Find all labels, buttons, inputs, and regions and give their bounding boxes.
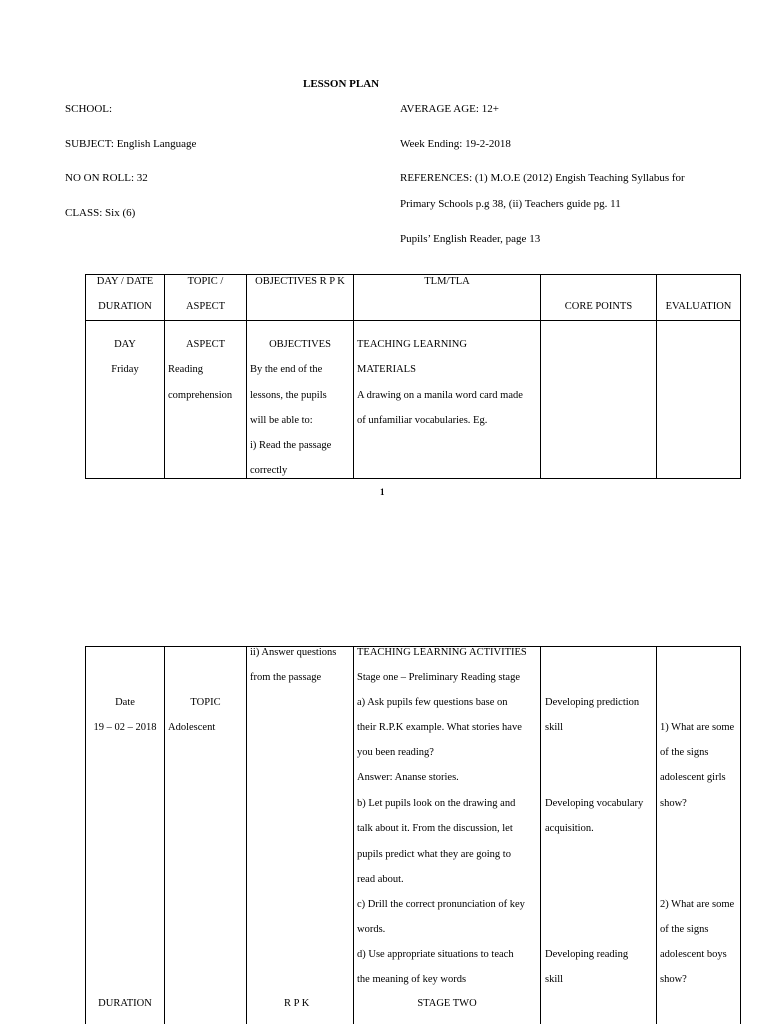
header-evaluation: EVALUATION [665, 301, 732, 312]
header-duration: DURATION [98, 301, 152, 312]
cell-tla-line: pupils predict what they are going to [357, 849, 511, 860]
page-title: LESSON PLAN [303, 78, 380, 90]
cell-core-point-line: Developing prediction [545, 697, 640, 708]
cell-tla-line: talk about it. From the discussion, let [357, 823, 513, 834]
header-topic: TOPIC / [187, 276, 224, 287]
page-number: 1 [380, 487, 385, 497]
header-aspect: ASPECT [185, 301, 226, 312]
week-ending-label: Week Ending: 19-2-2018 [400, 138, 511, 150]
cell-date-value: 19 – 02 – 2018 [93, 722, 157, 733]
cell-objectives-line: lessons, the pupils [250, 390, 327, 401]
cell-tla-line: words. [357, 924, 386, 935]
cell-evaluation-line: adolescent girls [660, 772, 726, 783]
cell-tlm-line: of unfamiliar vocabularies. Eg. [357, 415, 488, 426]
cell-core-point-line: skill [545, 722, 564, 733]
cell-evaluation-line: of the signs [660, 924, 709, 935]
cell-aspect-line: Reading [168, 364, 203, 375]
header-tlm-tla: TLM/TLA [424, 276, 470, 287]
cell-tla-line: their R.P.K example. What stories have [357, 722, 522, 733]
cell-core-point-line: Developing reading [545, 949, 629, 960]
cell-core-point-line: skill [545, 974, 564, 985]
cell-tla-line: read about. [357, 874, 404, 885]
cell-objectives-label: OBJECTIVES [269, 339, 331, 350]
cell-tla-line: d) Use appropriate situations to teach [357, 949, 514, 960]
class-label: CLASS: Six (6) [65, 207, 136, 219]
cell-evaluation-line: adolescent boys [660, 949, 727, 960]
cell-evaluation-line: 2) What are some [660, 899, 735, 910]
cell-tla-line: a) Ask pupils few questions base on [357, 697, 508, 708]
references-line-3: Pupils’ English Reader, page 13 [400, 233, 541, 245]
cell-stage-two-label: STAGE TWO [417, 998, 477, 1009]
cell-tla-line: the meaning of key words [357, 974, 467, 985]
cell-tla-line: Answer: Ananse stories. [357, 772, 459, 783]
cell-rpk-label: R P K [284, 998, 310, 1009]
cell-tla-line: Stage one – Preliminary Reading stage [357, 672, 521, 683]
cell-day-value: Friday [111, 364, 139, 375]
cell-core-point-line: Developing vocabulary [545, 798, 644, 809]
cell-evaluation-line: show? [660, 974, 687, 985]
cell-objectives-line: from the passage [250, 672, 322, 683]
header-core-points: CORE POINTS [564, 301, 633, 312]
cell-objectives-line: ii) Answer questions [250, 647, 337, 658]
cell-duration-label: DURATION [98, 998, 152, 1009]
cell-tla-line: b) Let pupils look on the drawing and [357, 798, 516, 809]
references-line-2: Primary Schools p.g 38, (ii) Teachers guide pg. 11 [400, 198, 621, 210]
cell-tlm-line: TEACHING LEARNING [357, 339, 467, 350]
average-age-label: AVERAGE AGE: 12+ [400, 103, 499, 115]
cell-tlm-line: A drawing on a manila word card made [357, 390, 523, 401]
cell-tlm-line: MATERIALS [357, 364, 416, 375]
cell-tla-line: TEACHING LEARNING ACTIVITIES [357, 647, 527, 658]
cell-objectives-line: correctly [250, 465, 288, 476]
cell-tla-line: c) Drill the correct pronunciation of key [357, 899, 525, 910]
cell-tla-line: you been reading? [357, 747, 434, 758]
cell-topic-label: TOPIC [190, 697, 221, 708]
cell-date-label: Date [115, 697, 135, 708]
cell-objectives-line: By the end of the [250, 364, 323, 375]
school-label: SCHOOL: [65, 103, 113, 115]
cell-topic-value: Adolescent [168, 722, 216, 733]
cell-evaluation-line: show? [660, 798, 687, 809]
no-on-roll-label: NO ON ROLL: 32 [65, 172, 148, 184]
header-objectives: OBJECTIVES R P K [255, 276, 345, 287]
subject-label: SUBJECT: English Language [65, 138, 197, 150]
cell-objectives-line: will be able to: [250, 415, 313, 426]
cell-aspect-line: comprehension [168, 390, 233, 401]
cell-aspect-label: ASPECT [185, 339, 226, 350]
header-day-date: DAY / DATE [96, 276, 154, 287]
cell-evaluation-line: 1) What are some [660, 722, 735, 733]
cell-core-point-line: acquisition. [545, 823, 594, 834]
cell-evaluation-line: of the signs [660, 747, 709, 758]
references-line-1: REFERENCES: (1) M.O.E (2012) Engish Teaching Syllabus for [400, 172, 685, 184]
cell-objectives-line: i) Read the passage [250, 440, 332, 451]
cell-day-label: DAY [114, 339, 136, 350]
